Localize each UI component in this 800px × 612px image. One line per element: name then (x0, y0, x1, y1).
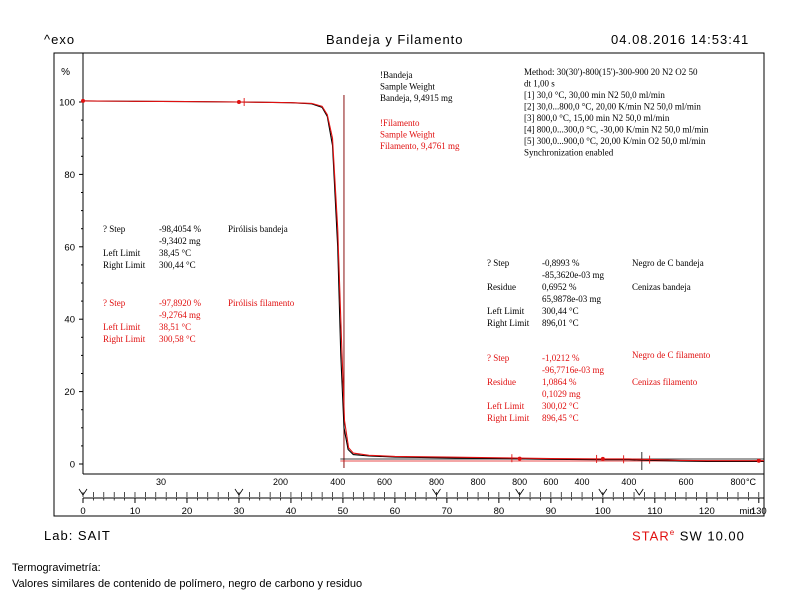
step1-filamento-name: Pirólisis filamento (228, 298, 295, 308)
step2-bandeja-value-2: 0,6952 % (542, 282, 577, 292)
method-line-0: Method: 30(30')-800(15')-300-900 20 N2 O2 50 (524, 67, 698, 77)
method-line-5: [4] 800,0...300,0 °C, -30,00 K/min N2 50,0 ml/min (524, 124, 709, 135)
y-tick-label-40: 40 (64, 314, 75, 326)
time-tick-label-30: 30 (233, 506, 245, 517)
sample-filamento-line-0: !Filamento (380, 118, 420, 128)
time-tick-label-120: 120 (698, 506, 715, 517)
step1-filamento-label-3: Right Limit (103, 334, 146, 344)
time-tick-label-10: 10 (129, 506, 141, 517)
step1-filamento-value-0: -97,8920 % (159, 298, 201, 308)
y-tick-label-20: 20 (64, 387, 75, 399)
limit-marker-3 (601, 457, 605, 461)
step2-bandeja-label-2: Residue (487, 282, 516, 292)
step2-filamento-value-5: 896,45 °C (542, 413, 579, 423)
step2-filamento-value-2: 1,0864 % (542, 377, 577, 387)
method-line-2: [1] 30,0 °C, 30,00 min N2 50,0 ml/min (524, 90, 665, 100)
step2-bandeja-value-3: 65,9878e-03 mg (542, 294, 601, 304)
step2-filamento-value-1: -96,7716e-03 mg (542, 365, 604, 375)
step2-bandeja-value-1: -85,3620e-03 mg (542, 270, 604, 280)
step2-bandeja-label-5: Right Limit (487, 318, 530, 328)
time-tick-label-20: 20 (181, 506, 193, 517)
method-line-4: [3] 800,0 °C, 15,00 min N2 50,0 ml/min (524, 113, 670, 123)
software-sup: e (669, 528, 676, 537)
caption-line-2: Valores similares de contenido de polímero, negro de carbono y residuo (12, 578, 363, 590)
temp-tick-label-6: 800 (512, 477, 528, 487)
y-tick-label-80: 80 (64, 169, 75, 181)
time-tick-label-100: 100 (594, 506, 611, 517)
y-tick-label-60: 60 (64, 242, 75, 254)
series-line-filamento (83, 101, 764, 461)
step2-filamento-name2: Cenizas filamento (632, 377, 698, 387)
temp-tick-label-5: 800 (470, 477, 486, 487)
step2-bandeja-value-0: -0,8993 % (542, 258, 580, 268)
step1-bandeja-label-2: Left Limit (103, 248, 141, 258)
method-line-6: [5] 300,0...900,0 °C, 20,00 K/min O2 50,0 ml/min (524, 136, 706, 146)
method-line-1: dt 1,00 s (524, 78, 555, 89)
software-version (632, 528, 745, 543)
step1-filamento-value-3: 300,58 °C (159, 334, 196, 344)
step2-filamento-label-4: Left Limit (487, 401, 525, 411)
sample-bandeja-line-0: !Bandeja (380, 70, 413, 80)
temp-tick-label-7: 600 (543, 477, 559, 487)
y-tick-label-0: 0 (69, 459, 75, 471)
time-tick-label-60: 60 (389, 506, 401, 517)
temp-tick-label-9: 400 (621, 477, 637, 487)
step2-bandeja-label-0: ? Step (487, 258, 510, 268)
step1-bandeja-label-3: Right Limit (103, 260, 146, 270)
lab-label: Lab: SAIT (44, 528, 111, 543)
step2-filamento-value-3: 0,1029 mg (542, 389, 581, 399)
step2-filamento-label-0: ? Step (487, 353, 510, 363)
step2-filamento-label-5: Right Limit (487, 413, 530, 423)
step2-bandeja-name1: Negro de C bandeja (632, 258, 704, 268)
temp-tick-label-2: 400 (330, 477, 346, 487)
time-tick-label-80: 80 (493, 506, 505, 517)
sample-bandeja-line-2: Bandeja, 9,4915 mg (380, 93, 453, 103)
software-brand: STAR (632, 528, 670, 544)
temp-tick-label-0: 30 (155, 477, 166, 487)
time-tick-label-130: 130 (750, 506, 767, 517)
time-tick-label-70: 70 (441, 506, 453, 517)
temp-tick-label-1: 200 (273, 477, 289, 487)
caption-line-1: Termogravimetría: (12, 562, 101, 574)
time-tick-label-40: 40 (285, 506, 297, 517)
step2-filamento-value-4: 300,02 °C (542, 401, 579, 411)
sample-bandeja-line-1: Sample Weight (380, 81, 435, 92)
step2-filamento-label-2: Residue (487, 377, 516, 387)
time-axis-unit: min (739, 506, 755, 517)
step2-bandeja-value-4: 300,44 °C (542, 306, 579, 316)
header-left: ^exo (44, 32, 76, 47)
step1-bandeja-value-1: -9,3402 mg (159, 236, 201, 246)
step1-filamento-label-0: ? Step (103, 298, 126, 308)
step2-bandeja-value-5: 896,01 °C (542, 318, 579, 328)
sample-filamento-line-2: Filamento, 9,4761 mg (380, 141, 460, 151)
time-tick-label-110: 110 (647, 506, 663, 517)
time-tick-label-0: 0 (80, 506, 86, 517)
step2-filamento-value-0: -1,0212 % (542, 353, 580, 363)
limit-marker-4 (757, 459, 761, 463)
step2-filamento-name1: Negro de C filamento (632, 350, 711, 360)
step1-filamento-value-2: 38,51 °C (159, 322, 192, 332)
limit-marker-0 (81, 99, 85, 103)
time-tick-label-90: 90 (545, 506, 557, 517)
step2-bandeja-label-4: Left Limit (487, 306, 525, 316)
step1-bandeja-value-3: 300,44 °C (159, 260, 196, 270)
chart-title: Bandeja y Filamento (326, 32, 464, 47)
limit-marker-2 (518, 457, 522, 461)
temp-tick-label-8: 400 (574, 477, 590, 487)
step1-filamento-label-2: Left Limit (103, 322, 141, 332)
step2-bandeja-name2: Cenizas bandeja (632, 282, 691, 292)
y-axis-label: % (61, 67, 70, 78)
temp-tick-label-11: 800 (730, 477, 746, 487)
temp-tick-label-3: 600 (376, 477, 393, 487)
sample-filamento-line-1: Sample Weight (380, 129, 435, 140)
method-line-3: [2] 30,0...800,0 °C, 20,00 K/min N2 50,0 ml/min (524, 101, 701, 112)
step1-bandeja-value-0: -98,4054 % (159, 224, 201, 234)
temp-axis-unit: °C (745, 477, 757, 487)
step1-bandeja-value-2: 38,45 °C (159, 248, 192, 258)
segment-marker-5 (635, 489, 643, 495)
time-tick-label-50: 50 (337, 506, 349, 517)
y-tick-label-100: 100 (59, 97, 75, 109)
temp-tick-label-10: 600 (678, 477, 694, 487)
temp-tick-label-4: 800 (428, 477, 445, 487)
method-line-7: Synchronization enabled (524, 147, 614, 158)
header-datetime: 04.08.2016 14:53:41 (611, 32, 750, 47)
software-rest: SW 10.00 (679, 528, 745, 544)
limit-marker-1 (237, 100, 241, 104)
step1-bandeja-label-0: ? Step (103, 224, 126, 234)
step1-bandeja-name: Pirólisis bandeja (228, 224, 288, 234)
step1-filamento-value-1: -9,2764 mg (159, 310, 201, 320)
